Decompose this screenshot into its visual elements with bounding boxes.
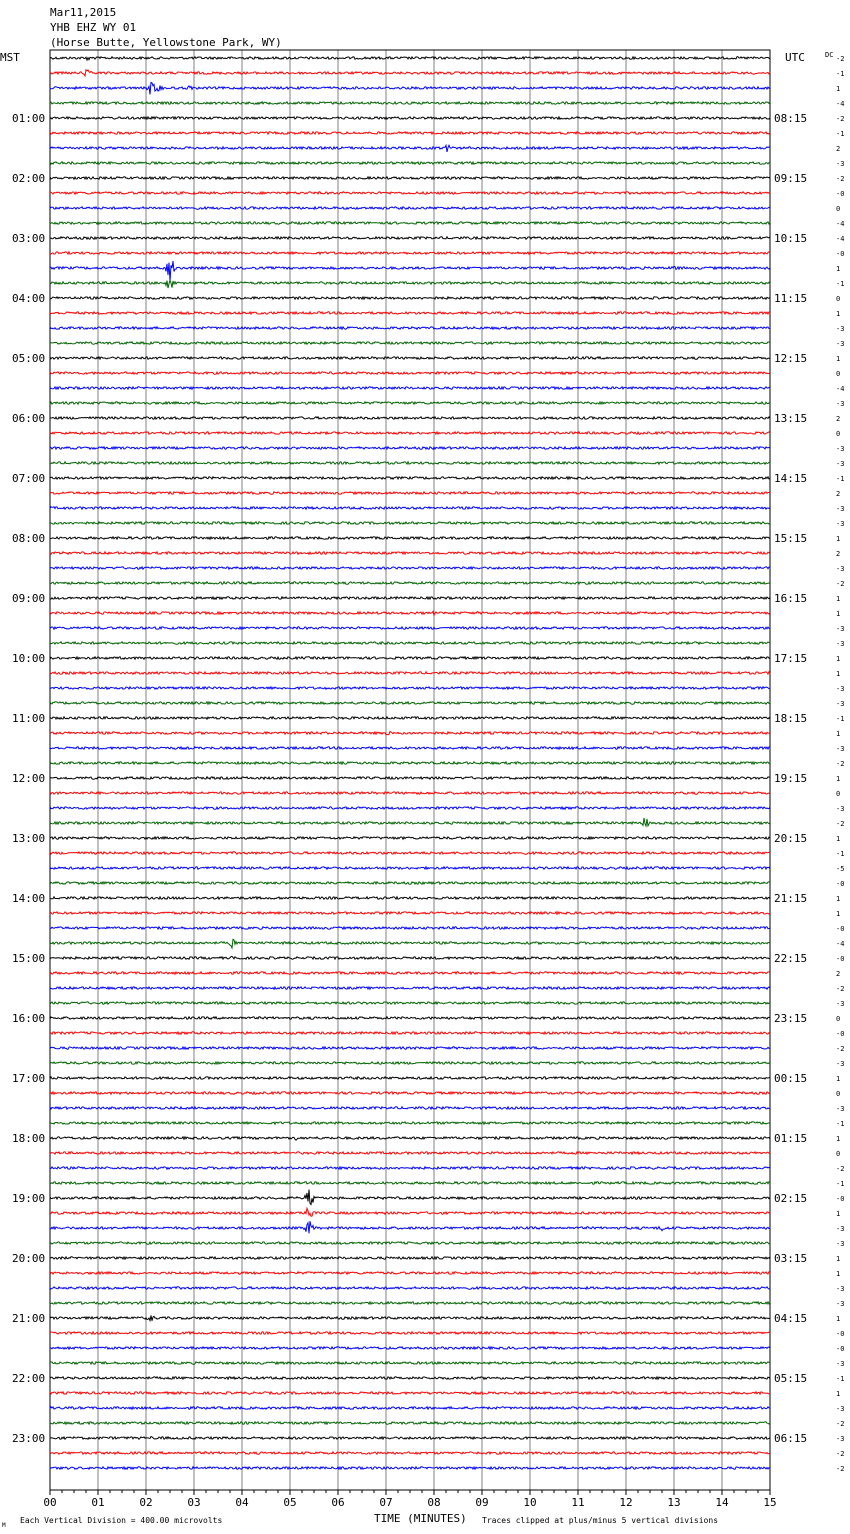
dc-offset-label: -3 bbox=[836, 700, 845, 708]
trace-line bbox=[50, 1257, 770, 1259]
trace-line bbox=[50, 222, 770, 224]
dc-offset-label: 1 bbox=[836, 1210, 841, 1218]
dc-offset-label: -3 bbox=[836, 1435, 845, 1443]
x-tick-label: 11 bbox=[571, 1496, 585, 1509]
trace-line bbox=[50, 522, 770, 524]
trace-line bbox=[50, 611, 770, 615]
trace-line bbox=[50, 687, 770, 689]
trace-line bbox=[50, 1002, 770, 1004]
trace-line bbox=[50, 477, 770, 479]
left-hour-label: 16:00 bbox=[12, 1012, 46, 1025]
trace-line bbox=[50, 672, 770, 674]
left-hour-label: 05:00 bbox=[12, 352, 46, 365]
dc-offset-label: 1 bbox=[836, 835, 841, 843]
x-tick-label: 07 bbox=[379, 1496, 393, 1509]
right-hour-label: 14:15 bbox=[774, 472, 808, 485]
dc-offset-label: 0 bbox=[836, 295, 841, 303]
dc-offset-label: -5 bbox=[836, 865, 845, 873]
dc-offset-label: 1 bbox=[836, 670, 841, 678]
trace-line bbox=[50, 387, 770, 389]
trace-line bbox=[50, 207, 770, 209]
dc-offset-label: -0 bbox=[836, 925, 845, 933]
dc-offset-label: -1 bbox=[836, 280, 845, 288]
dc-offset-label: -2 bbox=[836, 580, 845, 588]
trace-line bbox=[50, 417, 770, 419]
dc-offset-label: -2 bbox=[836, 1420, 845, 1428]
dc-offset-label: -3 bbox=[836, 640, 845, 648]
dc-offset-label: 1 bbox=[836, 85, 841, 93]
trace-line bbox=[50, 145, 770, 152]
left-hour-label: 21:00 bbox=[12, 1312, 46, 1325]
dc-offset-label: -3 bbox=[836, 1225, 845, 1233]
dc-offset-label: 1 bbox=[836, 910, 841, 918]
trace-line bbox=[50, 912, 770, 914]
right-hour-label: 05:15 bbox=[774, 1372, 808, 1385]
dc-offset-label: -4 bbox=[836, 940, 845, 948]
left-hour-label: 13:00 bbox=[12, 832, 46, 845]
trace-line bbox=[50, 1437, 770, 1440]
left-hour-label: 11:00 bbox=[12, 712, 46, 725]
dc-offset-label: 1 bbox=[836, 355, 841, 363]
dc-offset-label: -3 bbox=[836, 1300, 845, 1308]
right-hour-label: 08:15 bbox=[774, 112, 808, 125]
trace-line bbox=[50, 82, 770, 94]
x-tick-label: 04 bbox=[235, 1496, 249, 1509]
trace-line bbox=[50, 1377, 770, 1379]
trace-line bbox=[50, 1107, 770, 1109]
right-hour-label: 22:15 bbox=[774, 952, 808, 965]
dc-offset-label: -1 bbox=[836, 1120, 845, 1128]
trace-line bbox=[50, 192, 770, 194]
trace-line bbox=[50, 582, 770, 584]
dc-offset-label: 1 bbox=[836, 655, 841, 663]
dc-offset-labels bbox=[836, 55, 844, 1473]
dc-offset-label: 1 bbox=[836, 310, 841, 318]
dc-offset-label: -2 bbox=[836, 115, 845, 123]
x-tick-label: 08 bbox=[427, 1496, 441, 1509]
trace-line bbox=[50, 1407, 770, 1409]
dc-offset-label: -3 bbox=[836, 460, 845, 468]
left-hour-label: 08:00 bbox=[12, 532, 46, 545]
trace-line bbox=[50, 507, 770, 509]
trace-line bbox=[50, 462, 770, 464]
dc-offset-label: -2 bbox=[836, 820, 845, 828]
dc-offset-label: -3 bbox=[836, 745, 845, 753]
dc-offset-label: -2 bbox=[836, 1465, 845, 1473]
dc-offset-label: 1 bbox=[836, 535, 841, 543]
right-hour-label: 23:15 bbox=[774, 1012, 808, 1025]
trace-line bbox=[50, 956, 770, 959]
x-axis-label: TIME (MINUTES) bbox=[374, 1512, 467, 1525]
x-tick-label: 05 bbox=[283, 1496, 297, 1509]
dc-offset-label: 1 bbox=[836, 730, 841, 738]
trace-line bbox=[50, 1332, 770, 1334]
left-hour-label: 09:00 bbox=[12, 592, 46, 605]
dc-offset-label: -2 bbox=[836, 1045, 845, 1053]
trace-line bbox=[50, 1047, 770, 1049]
dc-offset-label: -3 bbox=[836, 565, 845, 573]
left-hour-label: 15:00 bbox=[12, 952, 46, 965]
corner-mark: M bbox=[2, 1522, 6, 1529]
right-hour-label: 00:15 bbox=[774, 1072, 808, 1085]
right-hour-label: 21:15 bbox=[774, 892, 808, 905]
dc-label: DC bbox=[825, 51, 834, 59]
trace-line bbox=[50, 1062, 770, 1064]
right-hour-label: 10:15 bbox=[774, 232, 808, 245]
dc-offset-label: -0 bbox=[836, 1195, 845, 1203]
trace-line bbox=[50, 807, 770, 809]
trace-line bbox=[50, 117, 770, 119]
trace-line bbox=[50, 1347, 770, 1349]
dc-offset-label: -3 bbox=[836, 1000, 845, 1008]
left-hour-label: 12:00 bbox=[12, 772, 46, 785]
trace-line bbox=[50, 177, 770, 179]
right-hour-label: 19:15 bbox=[774, 772, 808, 785]
dc-offset-label: 2 bbox=[836, 550, 841, 558]
dc-offset-label: 0 bbox=[836, 1015, 841, 1023]
dc-offset-label: 2 bbox=[836, 415, 841, 423]
trace-line bbox=[50, 372, 770, 374]
clip-note: Traces clipped at plus/minus 5 vertical divisions bbox=[482, 1516, 719, 1525]
dc-offset-label: -2 bbox=[836, 760, 845, 768]
dc-offset-label: -3 bbox=[836, 685, 845, 693]
dc-offset-label: -3 bbox=[836, 325, 845, 333]
trace-line bbox=[50, 972, 770, 974]
trace-line bbox=[50, 1221, 770, 1233]
dc-offset-label: 0 bbox=[836, 790, 841, 798]
right-hour-label: 17:15 bbox=[774, 652, 808, 665]
dc-offset-label: -3 bbox=[836, 1060, 845, 1068]
trace-line bbox=[50, 537, 770, 539]
trace-line bbox=[50, 1242, 770, 1244]
left-hour-label: 02:00 bbox=[12, 172, 46, 185]
dc-offset-label: 0 bbox=[836, 1090, 841, 1098]
trace-line bbox=[50, 1182, 770, 1184]
x-tick-label: 06 bbox=[331, 1496, 345, 1509]
seismic-traces bbox=[50, 57, 770, 1469]
right-hour-label: 15:15 bbox=[774, 532, 808, 545]
trace-line bbox=[50, 252, 770, 254]
x-tick-label: 03 bbox=[187, 1496, 201, 1509]
dc-offset-label: -3 bbox=[836, 1405, 845, 1413]
dc-offset-label: -4 bbox=[836, 100, 845, 108]
trace-line bbox=[50, 57, 770, 60]
trace-line bbox=[50, 1137, 770, 1140]
trace-line bbox=[50, 1077, 770, 1079]
dc-offset-label: -0 bbox=[836, 190, 845, 198]
dc-offset-label: -2 bbox=[836, 1165, 845, 1173]
trace-line bbox=[50, 1452, 770, 1454]
right-hour-label: 12:15 bbox=[774, 352, 808, 365]
dc-offset-label: -1 bbox=[836, 1375, 845, 1383]
left-hour-label: 19:00 bbox=[12, 1192, 46, 1205]
dc-offset-label: 0 bbox=[836, 430, 841, 438]
trace-line bbox=[50, 627, 770, 629]
dc-offset-label: -3 bbox=[836, 625, 845, 633]
scale-note: Each Vertical Division = 400.00 microvolts bbox=[20, 1516, 223, 1525]
trace-line bbox=[50, 102, 770, 104]
trace-line bbox=[50, 447, 770, 449]
dc-offset-label: -3 bbox=[836, 505, 845, 513]
trace-line bbox=[50, 792, 770, 794]
left-hour-label: 10:00 bbox=[12, 652, 46, 665]
trace-line bbox=[50, 702, 770, 704]
left-hour-label: 06:00 bbox=[12, 412, 46, 425]
trace-line bbox=[50, 261, 770, 281]
dc-offset-label: 1 bbox=[836, 1135, 841, 1143]
trace-line bbox=[50, 357, 770, 359]
trace-line bbox=[50, 1190, 770, 1205]
trace-line bbox=[50, 987, 770, 989]
trace-line bbox=[50, 492, 770, 494]
trace-line bbox=[50, 939, 770, 948]
dc-offset-label: -4 bbox=[836, 385, 845, 393]
dc-offset-label: 2 bbox=[836, 145, 841, 153]
x-tick-label: 01 bbox=[91, 1496, 105, 1509]
right-hour-label: 16:15 bbox=[774, 592, 808, 605]
dc-offset-label: -1 bbox=[836, 850, 845, 858]
dc-offset-label: 1 bbox=[836, 1315, 841, 1323]
trace-line bbox=[50, 747, 770, 749]
trace-line bbox=[50, 597, 770, 599]
trace-line bbox=[50, 567, 770, 569]
dc-offset-label: 1 bbox=[836, 1390, 841, 1398]
dc-offset-label: 2 bbox=[836, 490, 841, 498]
dc-offset-label: -3 bbox=[836, 400, 845, 408]
dc-offset-label: -1 bbox=[836, 1180, 845, 1188]
trace-line bbox=[50, 342, 770, 344]
trace-line bbox=[50, 1422, 770, 1424]
dc-offset-label: -2 bbox=[836, 1450, 845, 1458]
trace-line bbox=[50, 1032, 770, 1034]
dc-offset-label: -0 bbox=[836, 1330, 845, 1338]
x-axis bbox=[43, 1490, 776, 1509]
x-tick-label: 13 bbox=[667, 1496, 681, 1509]
dc-offset-label: -0 bbox=[836, 880, 845, 888]
left-hour-label: 14:00 bbox=[12, 892, 46, 905]
x-tick-label: 10 bbox=[523, 1496, 537, 1509]
trace-line bbox=[50, 1152, 770, 1154]
dc-offset-label: -1 bbox=[836, 715, 845, 723]
left-hour-label: 20:00 bbox=[12, 1252, 46, 1265]
dc-offset-label: -3 bbox=[836, 1105, 845, 1113]
trace-line bbox=[50, 1316, 770, 1321]
trace-line bbox=[50, 1302, 770, 1304]
right-hour-label: 11:15 bbox=[774, 292, 808, 305]
trace-line bbox=[50, 312, 770, 314]
dc-offset-label: -2 bbox=[836, 985, 845, 993]
dc-offset-label: -3 bbox=[836, 160, 845, 168]
trace-line bbox=[50, 70, 770, 76]
trace-line bbox=[50, 552, 770, 554]
trace-line bbox=[50, 402, 770, 404]
dc-offset-label: -0 bbox=[836, 1345, 845, 1353]
trace-line bbox=[50, 882, 770, 884]
dc-offset-label: -3 bbox=[836, 1360, 845, 1368]
left-hour-label: 23:00 bbox=[12, 1432, 46, 1445]
trace-line bbox=[50, 1287, 770, 1289]
dc-offset-label: -0 bbox=[836, 955, 845, 963]
dc-offset-label: -3 bbox=[836, 445, 845, 453]
dc-offset-label: -1 bbox=[836, 475, 845, 483]
x-tick-label: 02 bbox=[139, 1496, 153, 1509]
dc-offset-label: 1 bbox=[836, 1075, 841, 1083]
trace-line bbox=[50, 280, 770, 288]
trace-line bbox=[50, 327, 770, 329]
dc-offset-label: -2 bbox=[836, 55, 845, 63]
dc-offset-label: 1 bbox=[836, 1270, 841, 1278]
x-tick-label: 09 bbox=[475, 1496, 489, 1509]
right-hour-label: 04:15 bbox=[774, 1312, 808, 1325]
right-hour-label: 02:15 bbox=[774, 1192, 808, 1205]
trace-line bbox=[50, 1122, 770, 1124]
dc-offset-label: -2 bbox=[836, 175, 845, 183]
dc-offset-label: -0 bbox=[836, 1030, 845, 1038]
plot-station: YHB EHZ WY 01 bbox=[50, 21, 137, 34]
dc-offset-label: 0 bbox=[836, 205, 841, 213]
trace-line bbox=[50, 731, 770, 734]
trace-line bbox=[50, 777, 770, 779]
left-hour-label: 18:00 bbox=[12, 1132, 46, 1145]
left-hour-label: 03:00 bbox=[12, 232, 46, 245]
trace-line bbox=[50, 297, 770, 299]
right-hour-labels bbox=[774, 112, 807, 1445]
trace-line bbox=[50, 927, 770, 929]
dc-offset-label: 0 bbox=[836, 370, 841, 378]
x-tick-label: 00 bbox=[43, 1496, 57, 1509]
dc-offset-label: -3 bbox=[836, 805, 845, 813]
dc-offset-label: -3 bbox=[836, 340, 845, 348]
dc-offset-label: 1 bbox=[836, 595, 841, 603]
trace-line bbox=[50, 717, 770, 719]
plot-location: (Horse Butte, Yellowstone Park, WY) bbox=[50, 36, 282, 49]
left-hour-label: 22:00 bbox=[12, 1372, 46, 1385]
left-hour-label: 17:00 bbox=[12, 1072, 46, 1085]
dc-offset-label: -4 bbox=[836, 220, 845, 228]
dc-offset-label: -3 bbox=[836, 1285, 845, 1293]
trace-line bbox=[50, 642, 770, 644]
trace-line bbox=[50, 837, 770, 839]
right-hour-label: 18:15 bbox=[774, 712, 808, 725]
trace-line bbox=[50, 657, 770, 659]
dc-offset-label: -0 bbox=[836, 250, 845, 258]
trace-line bbox=[50, 1092, 770, 1094]
trace-line bbox=[50, 237, 770, 239]
trace-line bbox=[50, 432, 770, 434]
right-hour-label: 03:15 bbox=[774, 1252, 808, 1265]
dc-offset-label: -3 bbox=[836, 520, 845, 528]
x-tick-label: 14 bbox=[715, 1496, 729, 1509]
dc-offset-label: 1 bbox=[836, 775, 841, 783]
left-hour-label: 04:00 bbox=[12, 292, 46, 305]
dc-offset-label: -1 bbox=[836, 70, 845, 78]
left-hour-labels bbox=[12, 112, 45, 1445]
right-hour-label: 20:15 bbox=[774, 832, 808, 845]
dc-offset-label: 1 bbox=[836, 895, 841, 903]
trace-line bbox=[50, 818, 770, 826]
plot-date: Mar11,2015 bbox=[50, 6, 117, 19]
right-hour-label: 01:15 bbox=[774, 1132, 808, 1145]
trace-line bbox=[50, 1208, 770, 1216]
right-hour-label: 06:15 bbox=[774, 1432, 808, 1445]
dc-offset-label: 0 bbox=[836, 1150, 841, 1158]
trace-line bbox=[50, 1017, 770, 1019]
right-hour-label: 09:15 bbox=[774, 172, 808, 185]
dc-offset-label: 1 bbox=[836, 1255, 841, 1263]
trace-line bbox=[50, 897, 770, 899]
x-tick-label: 15 bbox=[763, 1496, 777, 1509]
left-timezone-label: MST bbox=[0, 51, 20, 64]
dc-offset-label: -4 bbox=[836, 235, 845, 243]
dc-offset-label: -3 bbox=[836, 1240, 845, 1248]
trace-line bbox=[50, 1272, 770, 1274]
trace-line bbox=[50, 852, 770, 854]
trace-line bbox=[50, 132, 770, 134]
right-hour-label: 13:15 bbox=[774, 412, 808, 425]
trace-line bbox=[50, 867, 770, 869]
trace-line bbox=[50, 1167, 770, 1169]
trace-line bbox=[50, 162, 770, 164]
right-timezone-label: UTC bbox=[785, 51, 805, 64]
trace-line bbox=[50, 1392, 770, 1394]
x-tick-label: 12 bbox=[619, 1496, 633, 1509]
dc-offset-label: -1 bbox=[836, 130, 845, 138]
dc-offset-label: 1 bbox=[836, 265, 841, 273]
trace-line bbox=[50, 762, 770, 764]
left-hour-label: 07:00 bbox=[12, 472, 46, 485]
trace-line bbox=[50, 1362, 770, 1364]
left-hour-label: 01:00 bbox=[12, 112, 46, 125]
dc-offset-label: 2 bbox=[836, 970, 841, 978]
trace-line bbox=[50, 1467, 770, 1469]
dc-offset-label: 1 bbox=[836, 610, 841, 618]
